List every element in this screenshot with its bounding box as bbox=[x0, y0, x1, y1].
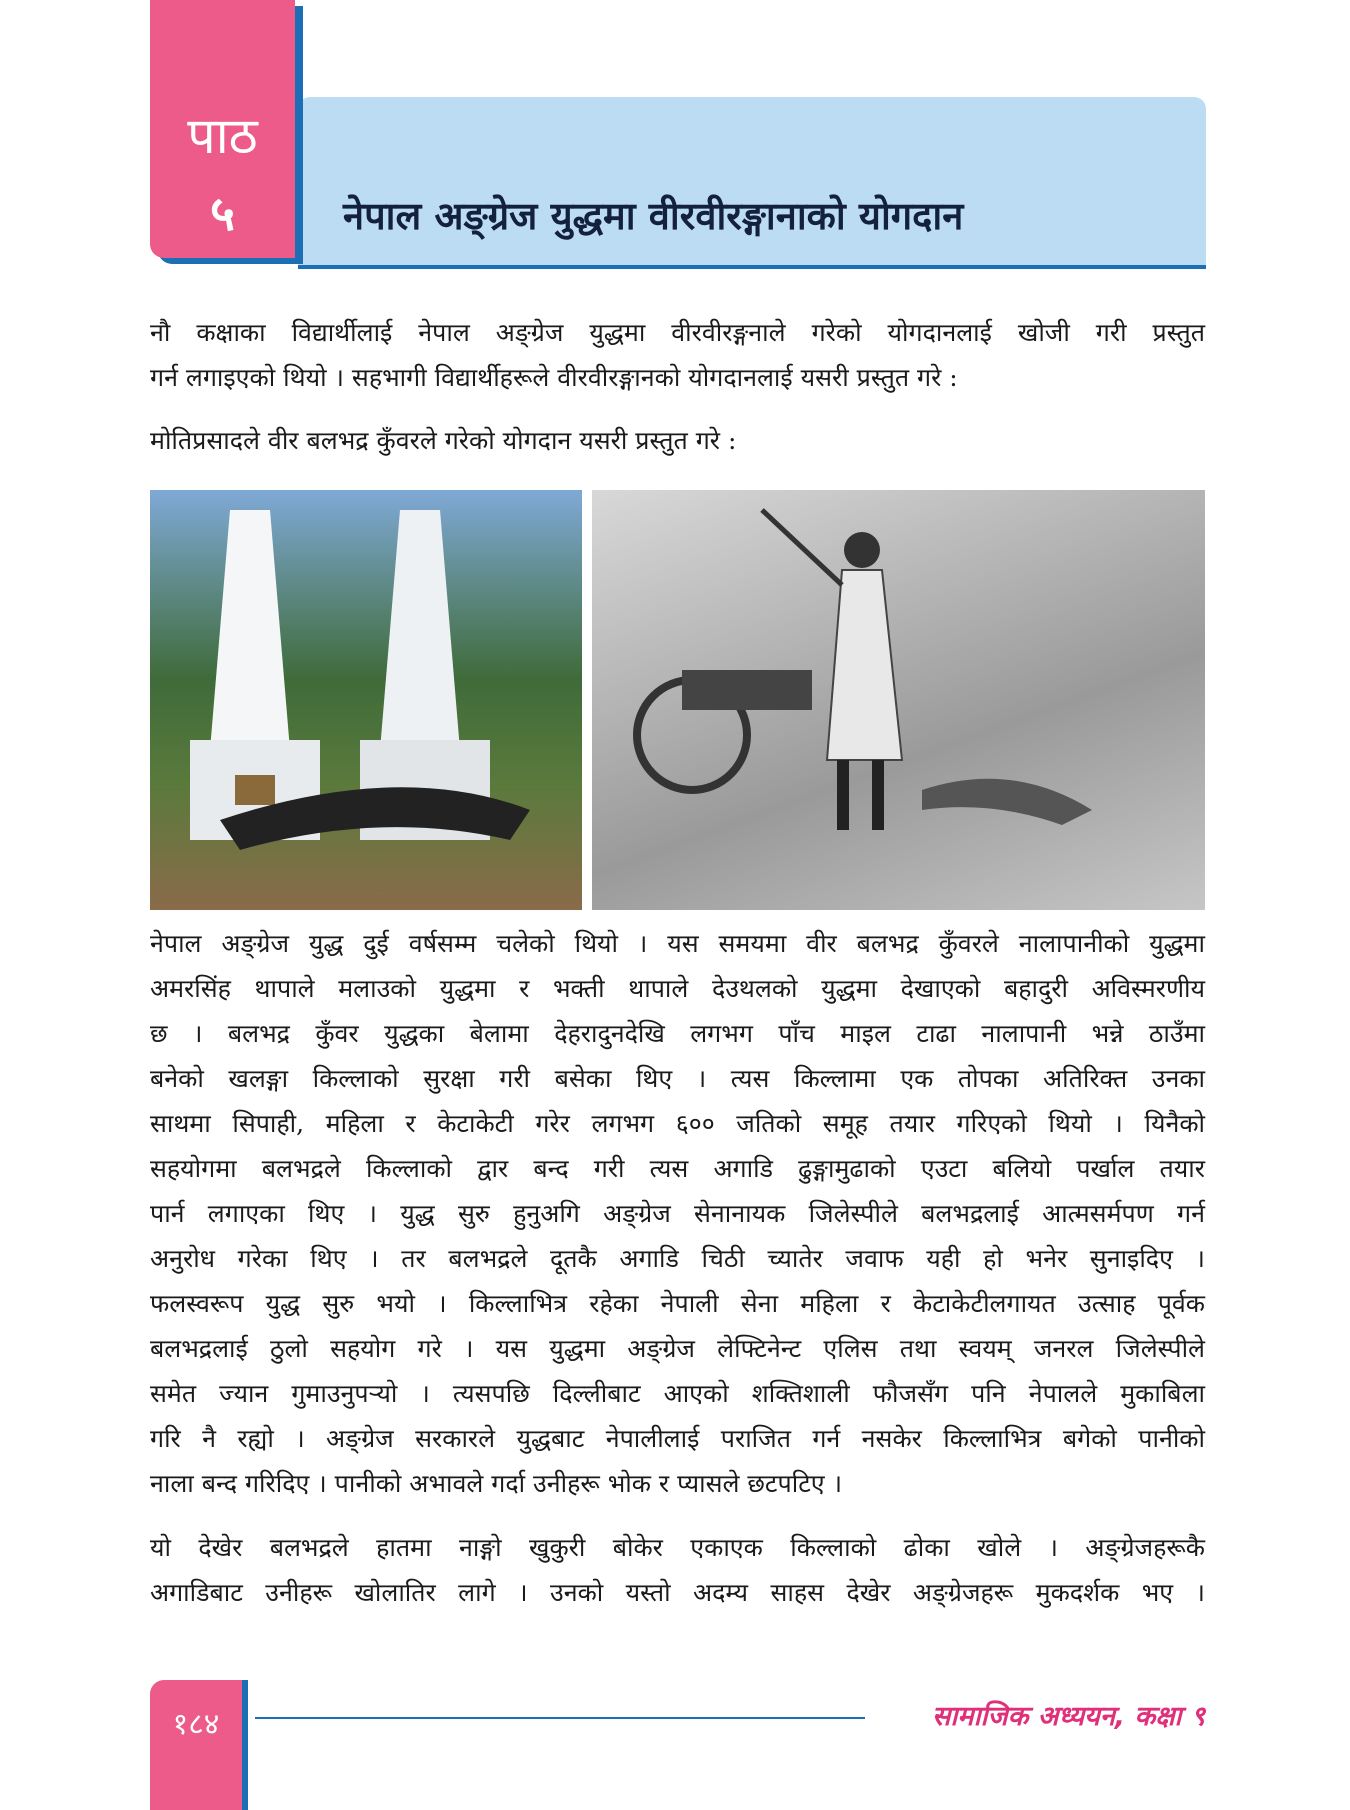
text-line: अनुरोध गरेका थिए । तर बलभद्रले दूतकै अगाडि चिठी च्यातेर जवाफ यही हो भनेर सुनाइदिए । bbox=[150, 1244, 1205, 1273]
text-line: बलभद्रलाई ठुलो सहयोग गरे । यस युद्धमा अङ्ग्रेज लेफ्टिनेन्ट एलिस तथा स्वयम् जनरल जिलेस्पीले bbox=[150, 1334, 1205, 1363]
text-line: मोतिप्रसादले वीर बलभद्र कुँवरले गरेको योगदान यसरी प्रस्तुत गरे : bbox=[150, 426, 737, 455]
intro-paragraph bbox=[150, 310, 1205, 400]
monument-photo bbox=[150, 490, 582, 910]
text-line: सहयोगमा बलभद्रले किल्लाको द्वार बन्द गरी त्यस अगाडि ढुङ्गामुढाको एउटा बलियो पर्खाल तयार bbox=[150, 1154, 1205, 1183]
text-line: समेत ज्यान गुमाउनुपर्‍यो । त्यसपछि दिल्लीबाट आएको शक्तिशाली फौजसँग पनि नेपालले मुकाबिला bbox=[150, 1379, 1205, 1408]
text-line: नौ कक्षाका विद्यार्थीलाई नेपाल अङ्ग्रेज युद्धमा वीरवीरङ्गनाले गरेको योगदानलाई खोजी गरी प्रस्तुत bbox=[150, 318, 1205, 347]
footer-divider bbox=[255, 1717, 865, 1719]
title-bar bbox=[298, 97, 1206, 269]
text-line: बनेको खलङ्गा किल्लाको सुरक्षा गरी बसेका थिए । त्यस किल्लामा एक तोपका अतिरिक्त उनका bbox=[150, 1064, 1205, 1093]
text-line: साथमा सिपाही, महिला र केटाकेटी गरेर लगभग ६०० जतिको समूह तयार गरिएको थियो । यिनैको bbox=[150, 1109, 1205, 1138]
page-number-tab bbox=[150, 1680, 242, 1810]
text-line: अमरसिंह थापाले मलाउको युद्धमा र भक्ती थापाले देउथलको युद्धमा देखाएको बहादुरी अविस्मरणीय bbox=[150, 974, 1205, 1003]
book-title: सामाजिक अध्ययन, कक्षा ९ bbox=[932, 1701, 1205, 1732]
text-line: पार्न लगाएका थिए । युद्ध सुरु हुनुअगि अङ्ग्रेज सेनानायक जिलेस्पीले बलभद्रलाई आत्मसर्मपण गर्न bbox=[150, 1199, 1205, 1228]
text-line: फलस्वरूप युद्ध सुरु भयो । किल्लाभित्र रहेका नेपाली सेना महिला र केटाकेटीलगायत उत्साह पूर्वक bbox=[150, 1289, 1205, 1318]
body-paragraph-2 bbox=[150, 1525, 1205, 1615]
chapter-tab bbox=[150, 0, 295, 258]
presenter-line bbox=[150, 418, 1205, 463]
body-paragraph-1 bbox=[150, 921, 1205, 1506]
text-line: नेपाल अङ्ग्रेज युद्ध दुई वर्षसम्म चलेको थियो । यस समयमा वीर बलभद्र कुँवरले नालापानीको युद्धमा bbox=[150, 929, 1205, 958]
text-line: छ । बलभद्र कुँवर युद्धका बेलामा देहरादुनदेखि लगभग पाँच माइल टाढा नालापानी भन्ने ठाउँमा bbox=[150, 1019, 1205, 1048]
text-line: नाला बन्द गरिदिए । पानीको अभावले गर्दा उनीहरू भोक र प्यासले छटपटिए । bbox=[150, 1469, 843, 1498]
chapter-label: पाठ bbox=[187, 107, 258, 165]
battle-sketch bbox=[592, 490, 1205, 910]
text-line: अगाडिबाट उनीहरू खोलातिर लागे । उनको यस्तो अदम्य साहस देखेर अङ्ग्रेजहरू मुकदर्शक भए । bbox=[150, 1578, 1205, 1607]
text-line: गर्न लगाइएको थियो । सहभागी विद्यार्थीहरूले वीरवीरङ्गानको योगदानलाई यसरी प्रस्तुत गरे : bbox=[150, 363, 958, 392]
monument-illustration bbox=[150, 490, 582, 910]
chapter-number: ५ bbox=[210, 186, 235, 242]
balbhadra-illustration bbox=[592, 490, 1205, 910]
page-number: १८४ bbox=[172, 1707, 220, 1742]
text-line: यो देखेर बलभद्रले हातमा नाङ्गो खुकुरी बोकेर एकाएक किल्लाको ढोका खोले । अङ्ग्रेजहरूकै bbox=[150, 1533, 1205, 1562]
chapter-title: नेपाल अङ्ग्रेज युद्धमा वीरवीरङ्गानाको योगदान bbox=[343, 194, 964, 238]
text-line: गरि नै रह्यो । अङ्ग्रेज सरकारले युद्धबाट नेपालीलाई पराजित गर्न नसकेर किल्लाभित्र बगेको पानीको bbox=[150, 1424, 1205, 1453]
